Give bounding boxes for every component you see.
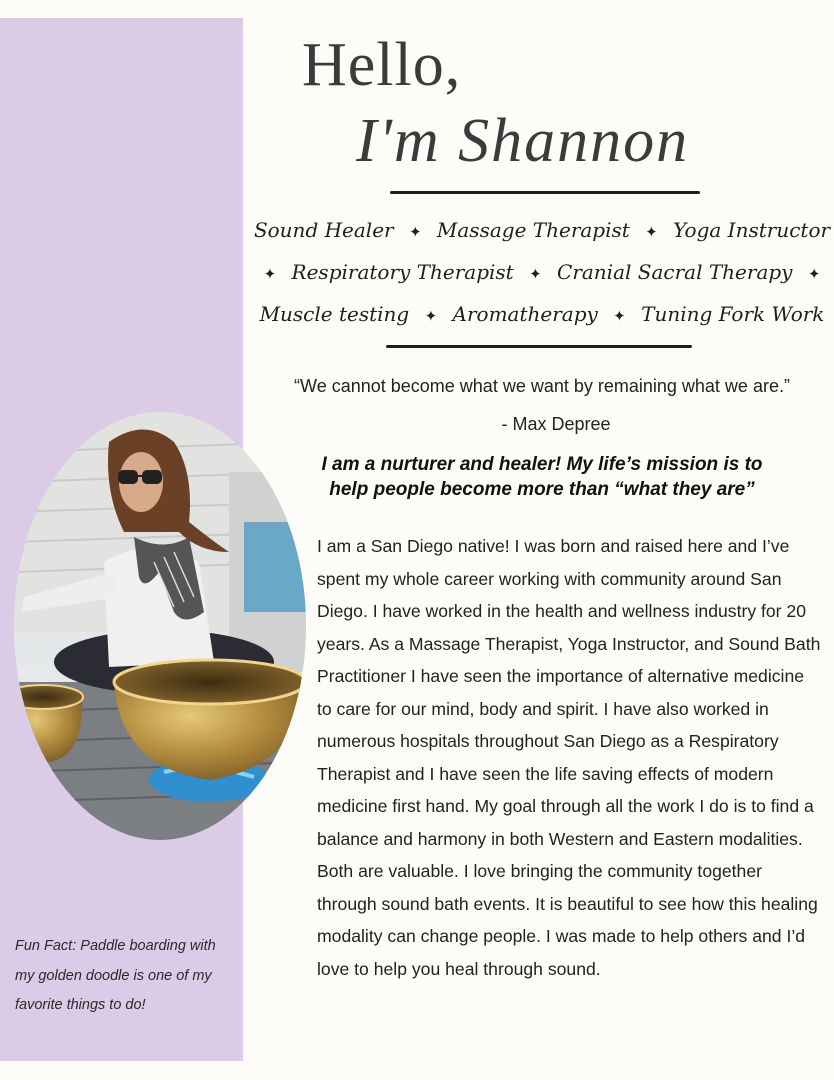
star-separator-icon: ✦ [263, 265, 277, 283]
star-separator-icon: ✦ [408, 223, 422, 241]
mission-line-2: help people become more than “what they are” [329, 479, 755, 500]
title-sound-healer: Sound Healer [253, 218, 394, 242]
portrait-illustration [14, 412, 306, 840]
mission-line-1: I am a nurturer and healer! My life’s mission is to [321, 454, 763, 475]
bio-paragraph: I am a San Diego native! I was born and raised here and I’ve spent my whole career working with community around San Diego. I have worked in the health and wellness industry for 20 years. As a Massage Therapist, Yoga Instructor, and Sound Bath Practitioner I have seen the importance of alternative medicine to care for our mind, body and spirit. I have also worked in numerous hospitals throughout San Diego as a Respiratory Therapist and I have seen the life saving effects of modern medicine first hand. My goal through all the work I do is to find a balance and harmony in both Western and Eastern modalities. Both are valuable. I love bringing the community together through sound bath events. It is beautiful to see how this healing modality can change people. I was made to help others and I’d love to help you heal through sound. [317, 536, 821, 979]
fun-fact: Fun Fact: Paddle boarding with my golden doodle is one of my favorite things to do! [15, 938, 216, 1013]
star-separator-icon: ✦ [613, 307, 626, 325]
mission-statement [262, 452, 822, 502]
titles-line-1 [250, 210, 834, 252]
quote-author: - Max Depree [501, 414, 611, 434]
portrait-photo [14, 412, 306, 840]
star-separator-icon: ✦ [807, 265, 821, 283]
title-massage-therapist: Massage Therapist [436, 218, 630, 242]
title-respiratory-therapist: Respiratory Therapist [291, 260, 514, 284]
star-separator-icon: ✦ [424, 307, 438, 325]
title-aromatherapy: Aromatherapy [452, 302, 598, 326]
star-separator-icon: ✦ [645, 223, 658, 241]
title-muscle-testing: Muscle testing [259, 302, 410, 326]
bottom-divider [386, 345, 692, 348]
titles-line-2 [250, 252, 834, 294]
title-yoga-instructor: Yoga Instructor [673, 218, 831, 242]
titles-line-3 [250, 294, 834, 336]
greeting-heading: Hello, [302, 31, 462, 99]
title-cranial-sacral-therapy: Cranial Sacral Therapy [557, 260, 793, 284]
titles-list [250, 210, 834, 336]
star-separator-icon: ✦ [529, 265, 542, 283]
top-divider [390, 191, 700, 194]
quote-text: “We cannot become what we want by remaining what we are.” [294, 376, 790, 396]
name-heading: I'm Shannon [356, 107, 690, 175]
title-tuning-fork-work: Tuning Fork Work [641, 302, 825, 326]
